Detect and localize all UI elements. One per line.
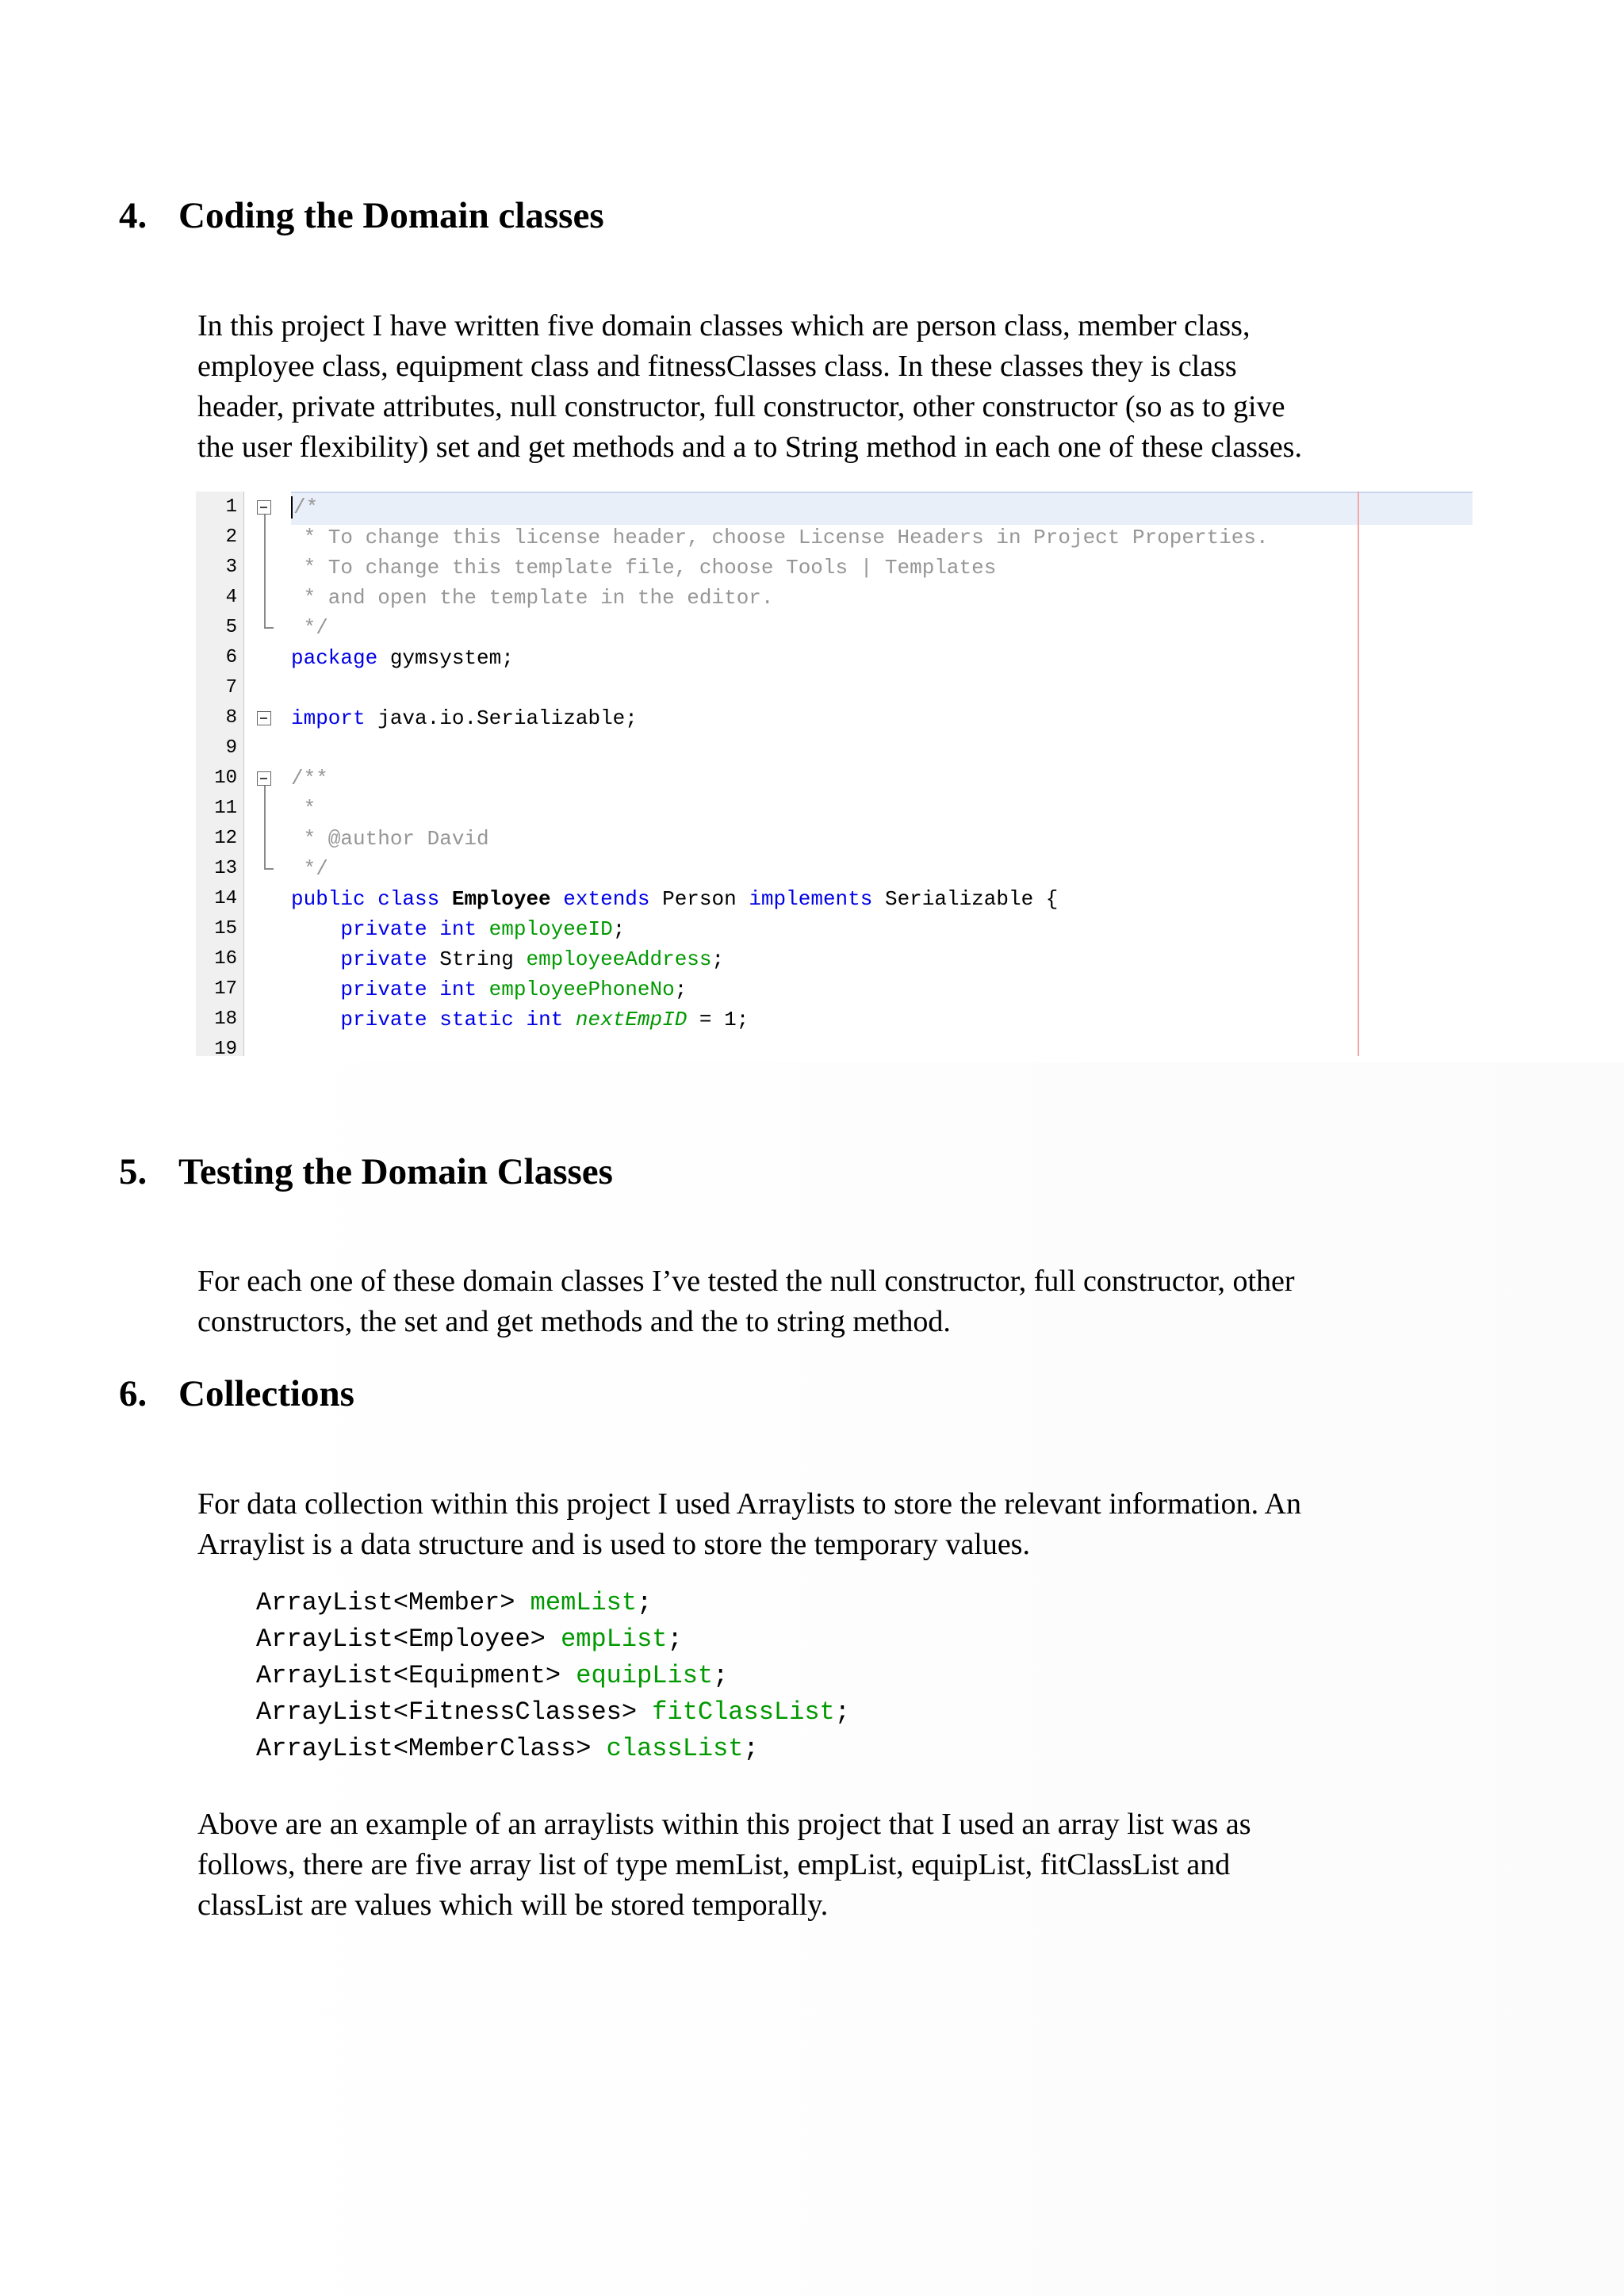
code-line <box>196 613 1473 643</box>
arraylist-declaration: ArrayList<Equipment> equipList; <box>256 1661 729 1690</box>
text-line: follows, there are five array list of type memList, empList, equipList, fitClassList and <box>197 1848 1231 1881</box>
code-line <box>196 1035 1473 1056</box>
code-text: private static int nextEmpID = 1; <box>340 1008 749 1031</box>
code-editor-screenshot <box>196 492 1473 1056</box>
declaration-variable: equipList <box>576 1661 714 1690</box>
code-line <box>196 733 1473 763</box>
line-number: 8 <box>225 707 237 729</box>
declaration-variable: fitClassList <box>652 1697 835 1727</box>
section-title: Collections <box>178 1373 354 1414</box>
code-text: public class Employee extends Person implements Serializable { <box>291 887 1059 911</box>
code-line <box>196 914 1473 944</box>
fold-guide-end <box>264 868 274 870</box>
line-number: 15 <box>214 918 237 939</box>
line-number: 7 <box>225 677 237 698</box>
declaration-type: ArrayList<FitnessClasses> <box>256 1697 653 1727</box>
code-line <box>196 944 1473 974</box>
code-text: * <box>291 797 316 821</box>
code-text: /* <box>291 492 318 522</box>
section-number: 6. <box>119 1373 147 1414</box>
line-number: 19 <box>214 1039 237 1056</box>
code-line <box>196 854 1473 884</box>
declaration-type: ArrayList<Member> <box>256 1588 530 1617</box>
line-number: 12 <box>214 828 237 849</box>
code-text: * and open the template in the editor. <box>291 586 774 610</box>
line-number: 5 <box>225 617 237 638</box>
line-number: 2 <box>225 526 237 548</box>
line-number: 9 <box>225 737 237 759</box>
declaration-variable: memList <box>530 1588 638 1617</box>
code-text: * @author David <box>291 827 489 851</box>
declaration-type: ArrayList<MemberClass> <box>256 1734 607 1763</box>
section-5-paragraph <box>197 1261 1295 1342</box>
line-number: 10 <box>214 767 237 789</box>
fold-toggle-icon[interactable] <box>257 711 271 725</box>
declaration-variable: classList <box>606 1734 744 1763</box>
section-title: Coding the Domain classes <box>178 195 604 236</box>
declaration-variable: empList <box>561 1624 668 1654</box>
code-line <box>196 763 1473 794</box>
arraylist-declaration: ArrayList<MemberClass> classList; <box>256 1734 759 1763</box>
code-text: package gymsystem; <box>291 646 514 670</box>
code-line <box>196 1004 1473 1035</box>
section-number: 5. <box>119 1151 147 1192</box>
code-text: */ <box>291 857 328 881</box>
code-line <box>196 553 1473 583</box>
code-text: */ <box>291 616 328 640</box>
code-line <box>196 492 1473 522</box>
fold-guide <box>264 515 266 629</box>
text-line: Arraylist is a data structure and is used to store the temporary values. <box>197 1528 1030 1561</box>
fold-toggle-icon[interactable] <box>257 771 271 786</box>
arraylist-declaration: ArrayList<Member> memList; <box>256 1588 653 1617</box>
line-number: 13 <box>214 858 237 879</box>
code-text: * To change this license header, choose License Headers in Project Properties. <box>291 526 1269 549</box>
code-text: * To change this template file, choose Tools | Templates <box>291 556 997 580</box>
text-line: the user flexibility) set and get methods and a to String method in each one of these classes. <box>197 430 1302 464</box>
code-text: private int employeePhoneNo; <box>340 978 688 1001</box>
code-line <box>196 884 1473 914</box>
section-4-heading <box>119 194 604 237</box>
code-line <box>196 974 1473 1004</box>
text-line: employee class, equipment class and fitnessClasses class. In these classes they is class <box>197 350 1237 383</box>
fold-guide <box>264 786 266 870</box>
line-number: 1 <box>225 496 237 518</box>
line-number: 17 <box>214 978 237 1000</box>
arraylist-code-snippet <box>256 1585 850 1767</box>
section-number: 4. <box>119 195 147 236</box>
code-line <box>196 583 1473 613</box>
line-number: 11 <box>214 798 237 819</box>
line-number: 4 <box>225 587 237 608</box>
section-6-paragraph-2 <box>197 1804 1251 1926</box>
fold-guide-end <box>264 627 274 629</box>
text-line: classList are values which will be stored temporally. <box>197 1888 829 1922</box>
text-line: Above are an example of an arraylists within this project that I used an array list was as <box>197 1808 1251 1841</box>
code-line <box>196 703 1473 733</box>
declaration-type: ArrayList<Equipment> <box>256 1661 576 1690</box>
section-title: Testing the Domain Classes <box>178 1151 613 1192</box>
text-line: constructors, the set and get methods and the to string method. <box>197 1305 951 1338</box>
code-line <box>196 673 1473 703</box>
section-6-paragraph <box>197 1484 1301 1565</box>
section-4-paragraph <box>197 306 1302 468</box>
text-line: For data collection within this project I used Arraylists to store the relevant information. An <box>197 1487 1301 1521</box>
code-text: import java.io.Serializable; <box>291 706 638 730</box>
line-number: 16 <box>214 948 237 970</box>
code-text: /** <box>291 767 328 790</box>
declaration-type: ArrayList<Employee> <box>256 1624 561 1654</box>
code-line <box>196 794 1473 824</box>
line-number: 18 <box>214 1008 237 1030</box>
line-number: 6 <box>225 647 237 668</box>
code-text: private int employeeID; <box>340 917 626 941</box>
code-text: private String employeeAddress; <box>340 947 725 971</box>
line-number: 14 <box>214 888 237 909</box>
fold-toggle-icon[interactable] <box>257 500 271 515</box>
code-line <box>196 643 1473 673</box>
arraylist-declaration: ArrayList<FitnessClasses> fitClassList; <box>256 1697 850 1727</box>
code-line <box>196 522 1473 553</box>
code-line <box>196 824 1473 854</box>
text-line: In this project I have written five domain classes which are person class, member class, <box>197 309 1251 342</box>
line-number: 3 <box>225 557 237 578</box>
text-caret <box>291 496 293 519</box>
text-line: For each one of these domain classes I’ve tested the null constructor, full constructor, other <box>197 1265 1295 1298</box>
arraylist-declaration: ArrayList<Employee> empList; <box>256 1624 683 1654</box>
section-5-heading <box>119 1150 613 1193</box>
text-line: header, private attributes, null constructor, full constructor, other constructor (so as to give <box>197 390 1285 423</box>
section-6-heading <box>119 1372 354 1415</box>
